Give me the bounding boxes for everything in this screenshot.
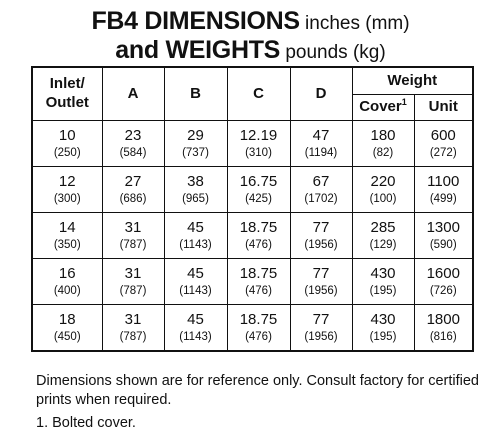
reference-note: Dimensions shown are for reference only. Consult factory for certified prints when required. xyxy=(36,373,479,408)
title-weights-units: pounds (kg) xyxy=(280,42,386,63)
value-metric: (300) xyxy=(53,192,81,205)
footnote: 1. Bolted cover. xyxy=(36,415,136,431)
value-inches: 12.19 xyxy=(239,126,278,144)
value-metric: (965) xyxy=(182,192,209,205)
value-metric: (476) xyxy=(245,330,272,343)
cell-inlet xyxy=(32,259,102,305)
header-row xyxy=(32,67,473,95)
value-metric: (82) xyxy=(372,146,394,159)
value-metric: (787) xyxy=(119,284,147,297)
value-inches: 1800 xyxy=(426,310,460,328)
table-body xyxy=(32,121,473,352)
value-inches: 1300 xyxy=(426,218,460,236)
value-metric: (726) xyxy=(429,284,457,297)
cell-inlet xyxy=(32,305,102,352)
value-metric: (787) xyxy=(119,330,147,343)
cell-cover xyxy=(352,167,414,213)
table-row xyxy=(32,121,473,167)
value-inches: 285 xyxy=(370,218,396,236)
cell-c xyxy=(227,167,290,213)
cell-c xyxy=(227,213,290,259)
cell-cover xyxy=(352,259,414,305)
value-inches: 29 xyxy=(187,126,204,144)
cell-b xyxy=(164,121,227,167)
value-inches: 47 xyxy=(312,126,330,144)
cell-d xyxy=(290,259,352,305)
value-inches: 1100 xyxy=(427,172,460,190)
cell-cover xyxy=(352,121,414,167)
footnote-marker: 1 xyxy=(401,97,407,108)
cell-a xyxy=(102,121,164,167)
value-metric: (1143) xyxy=(179,330,212,343)
table-row xyxy=(32,259,473,305)
value-inches: 77 xyxy=(312,264,330,282)
value-metric: (1143) xyxy=(179,238,212,251)
value-inches: 31 xyxy=(124,218,142,236)
value-inches: 14 xyxy=(58,218,76,236)
value-metric: (1143) xyxy=(179,284,212,297)
cell-d xyxy=(290,167,352,213)
cell-inlet xyxy=(32,167,102,213)
value-inches: 23 xyxy=(124,126,142,144)
value-metric: (310) xyxy=(245,146,272,159)
cell-b xyxy=(164,259,227,305)
cell-a xyxy=(102,213,164,259)
cell-d xyxy=(290,213,352,259)
cell-inlet xyxy=(32,121,102,167)
value-inches: 38 xyxy=(187,172,204,190)
value-inches: 18.75 xyxy=(239,264,278,282)
value-metric: (129) xyxy=(369,238,397,251)
value-metric: (737) xyxy=(182,146,209,159)
value-metric: (816) xyxy=(429,330,457,343)
value-metric: (272) xyxy=(429,146,457,159)
value-metric: (425) xyxy=(245,192,272,205)
value-inches: 67 xyxy=(312,172,330,190)
title-line-2 xyxy=(0,38,501,63)
value-inches: 1600 xyxy=(426,264,460,282)
title-line-1 xyxy=(0,9,501,34)
value-inches: 18.75 xyxy=(239,218,278,236)
header-d: D xyxy=(290,67,352,121)
cell-unit xyxy=(414,121,473,167)
value-inches: 600 xyxy=(430,126,456,144)
cell-a xyxy=(102,259,164,305)
title-dimensions: FB4 DIMENSIONS xyxy=(91,7,300,35)
value-metric: (1956) xyxy=(304,330,338,343)
value-metric: (686) xyxy=(119,192,147,205)
cell-unit xyxy=(414,305,473,352)
header-c: C xyxy=(227,67,290,121)
header-cover: Cover$^1$ xyxy=(352,95,414,121)
value-inches: 27 xyxy=(124,172,142,190)
table-row xyxy=(32,305,473,352)
value-metric: (584) xyxy=(119,146,147,159)
header-b: B xyxy=(164,67,227,121)
value-metric: (590) xyxy=(429,238,457,251)
value-inches: 45 xyxy=(187,310,204,328)
value-inches: 31 xyxy=(124,264,142,282)
value-metric: (476) xyxy=(245,238,272,251)
cell-c xyxy=(227,121,290,167)
value-inches: 45 xyxy=(187,264,204,282)
cell-b xyxy=(164,167,227,213)
cell-a xyxy=(102,305,164,352)
value-inches: 31 xyxy=(124,310,142,328)
cell-unit xyxy=(414,259,473,305)
value-metric: (195) xyxy=(369,330,397,343)
value-inches: 16.75 xyxy=(239,172,278,190)
cell-b xyxy=(164,305,227,352)
header-weight: Weight xyxy=(352,67,473,95)
value-metric: (499) xyxy=(429,192,457,205)
cell-c xyxy=(227,305,290,352)
value-metric: (1194) xyxy=(304,146,338,159)
header-inlet-outlet: Inlet/ Outlet xyxy=(32,67,102,121)
value-inches: 10 xyxy=(58,126,76,144)
value-metric: (350) xyxy=(53,238,81,251)
cell-b xyxy=(164,213,227,259)
value-inches: 16 xyxy=(58,264,76,282)
value-metric: (1956) xyxy=(304,284,338,297)
value-inches: 180 xyxy=(370,126,396,144)
title-weights: and WEIGHTS xyxy=(115,36,281,64)
value-inches: 220 xyxy=(370,172,396,190)
value-metric: (100) xyxy=(369,192,397,205)
value-metric: (195) xyxy=(369,284,397,297)
value-inches: 45 xyxy=(187,218,204,236)
value-metric: (400) xyxy=(53,284,81,297)
title-dimensions-units: inches (mm) xyxy=(299,13,410,34)
cell-unit xyxy=(414,167,473,213)
table-row xyxy=(32,213,473,259)
value-inches: 18.75 xyxy=(239,310,278,328)
value-metric: (787) xyxy=(119,238,147,251)
cell-a xyxy=(102,167,164,213)
header-a: A xyxy=(102,67,164,121)
value-inches: 18 xyxy=(58,310,76,328)
cell-cover xyxy=(352,305,414,352)
value-metric: (250) xyxy=(53,146,81,159)
table-row xyxy=(32,167,473,213)
header-unit: Unit xyxy=(414,95,473,121)
cell-unit xyxy=(414,213,473,259)
cell-inlet xyxy=(32,213,102,259)
cell-d xyxy=(290,121,352,167)
cell-c xyxy=(227,259,290,305)
value-metric: (1956) xyxy=(304,238,338,251)
dimensions-table xyxy=(31,66,474,352)
value-metric: (1702) xyxy=(304,192,338,205)
value-inches: 77 xyxy=(312,218,330,236)
value-metric: (476) xyxy=(245,284,272,297)
value-inches: 430 xyxy=(370,264,396,282)
value-inches: 77 xyxy=(312,310,330,328)
value-metric: (450) xyxy=(53,330,81,343)
cell-d xyxy=(290,305,352,352)
value-inches: 430 xyxy=(370,310,396,328)
value-inches: 12 xyxy=(58,172,76,190)
cell-cover xyxy=(352,213,414,259)
